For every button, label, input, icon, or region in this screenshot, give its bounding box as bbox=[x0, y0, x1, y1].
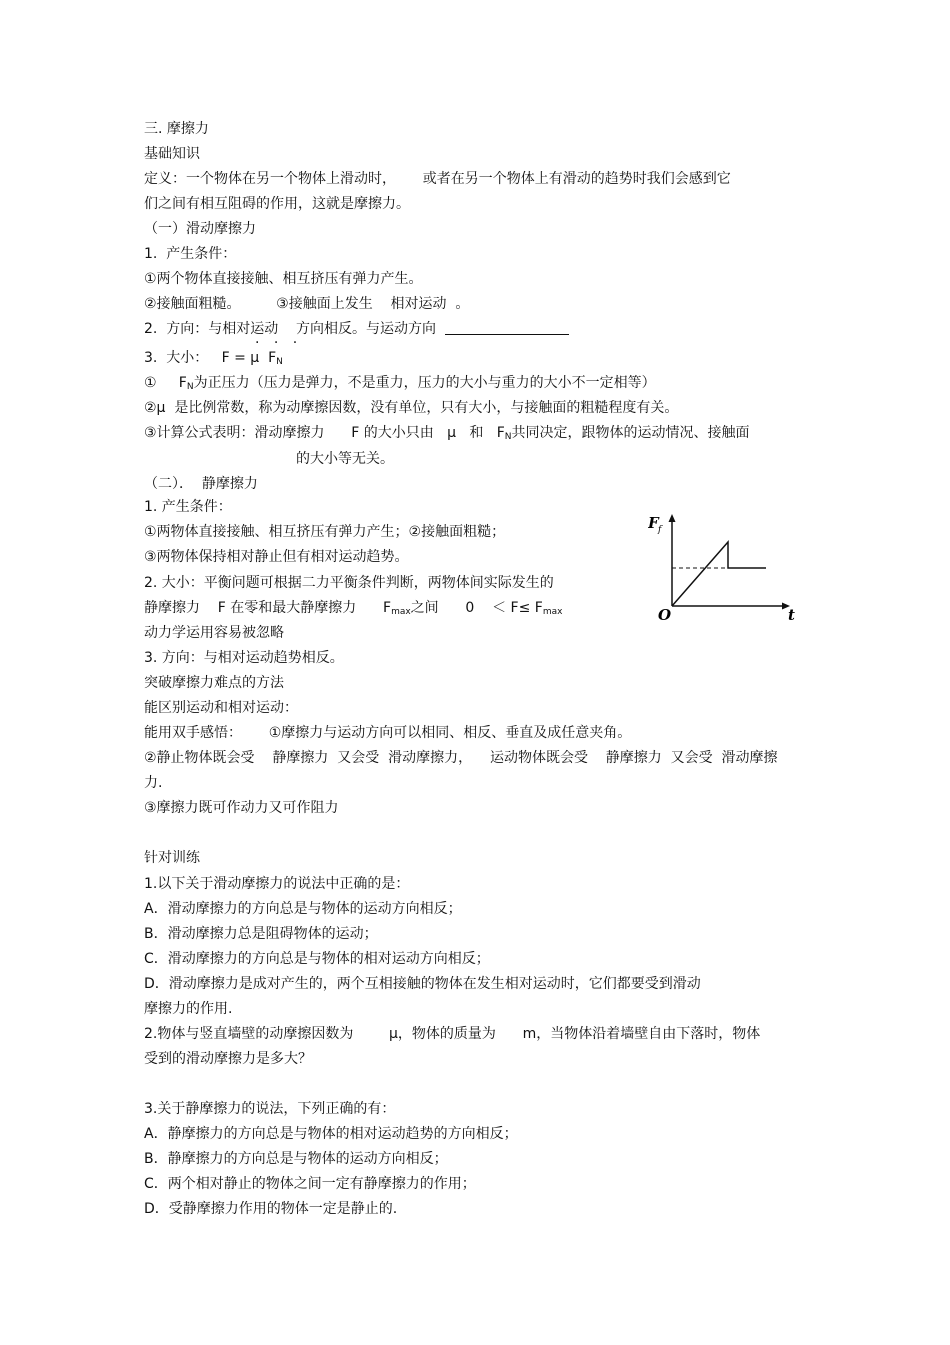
text-line: 动力学运用容易被忽略 bbox=[144, 625, 284, 641]
subsection-static: （二）． 静摩擦力 bbox=[144, 476, 258, 492]
text-segment: 静摩擦力 F 在零和最大静摩擦力 F bbox=[144, 600, 392, 616]
subsection-basics: 基础知识 bbox=[144, 146, 200, 162]
text-line: ③摩擦力既可作动力又可作阻力 bbox=[144, 800, 339, 816]
subsection-methods: 突破摩擦力难点的方法 bbox=[144, 675, 284, 691]
text-line: 能区别运动和相对运动： bbox=[144, 700, 298, 716]
option-b: B．静摩擦力的方向总是与物体的运动方向相反； bbox=[144, 1151, 448, 1167]
text-line: ③两物体保持相对静止但有相对运动趋势。 bbox=[144, 549, 409, 565]
text-line bbox=[144, 320, 569, 338]
text-segment: 3. 大小： F = μ F bbox=[144, 350, 277, 366]
formula-line bbox=[144, 349, 283, 371]
option-c: C．滑动摩擦力的方向总是与物体的相对运动方向相反； bbox=[144, 951, 490, 967]
text-line: 1. 产生条件： bbox=[144, 246, 237, 262]
friction-graph bbox=[648, 508, 808, 628]
friction-curve bbox=[672, 542, 766, 606]
subscript: max bbox=[391, 607, 411, 617]
question-2-cont: 受到的滑动摩擦力是多大？ bbox=[144, 1051, 312, 1067]
text-line: 2. 大小：平衡问题可根据二力平衡条件判断，两物体间实际发生的 bbox=[144, 575, 554, 591]
text-line: 的大小等无关。 bbox=[296, 451, 394, 467]
text-line: 1. 产生条件： bbox=[144, 499, 232, 515]
option-d: D．滑动摩擦力是成对产生的，两个互相接触的物体在发生相对运动时，它们都要受到滑动 bbox=[144, 976, 701, 992]
subscript: max bbox=[542, 607, 563, 617]
y-arrow-icon bbox=[669, 514, 676, 522]
text-segment: 为正压力（压力是弹力，不是重力，压力的大小与重力的大小不一定相等） bbox=[193, 375, 656, 391]
section-title: 三. 摩擦力 bbox=[144, 121, 209, 137]
origin-label: O bbox=[658, 606, 672, 624]
option-d: D．受静摩擦力作用的物体一定是静止的. bbox=[144, 1201, 398, 1217]
emphasis-dots: · · · bbox=[255, 335, 303, 351]
text-segment: 之间 0 ＜ F≤ F bbox=[410, 600, 543, 616]
subscript: N bbox=[186, 382, 194, 392]
text-line: ①两物体直接接触、相互挤压有弹力产生；②接触面粗糙； bbox=[144, 524, 506, 540]
y-axis-label: F bbox=[648, 514, 659, 532]
x-axis-label: t bbox=[788, 606, 795, 624]
text-segment: 2. 方向：与相对运动 方向相反。与运动方向 bbox=[144, 321, 437, 337]
option-d-cont: 摩擦力的作用. bbox=[144, 1001, 233, 1017]
section-practice: 针对训练 bbox=[144, 850, 200, 866]
y-axis-subscript: f bbox=[658, 525, 662, 535]
question-2: 2.物体与竖直墙壁的动摩擦因数为 μ，物体的质量为 m，当物体沿着墙壁自由下落时，物体 bbox=[144, 1026, 761, 1042]
text-line bbox=[144, 424, 750, 446]
option-b: B．滑动摩擦力总是阻碍物体的运动； bbox=[144, 926, 378, 942]
text-line: 能用双手感悟： ①摩擦力与运动方向可以相同、相反、垂直及成任意夹角。 bbox=[144, 725, 632, 741]
text-line: 定义：一个物体在另一个物体上滑动时， 或者在另一个物体上有滑动的趋势时我们会感到它 bbox=[144, 171, 731, 187]
question-1: 1.以下关于滑动摩擦力的说法中正确的是： bbox=[144, 876, 410, 892]
option-a: A．滑动摩擦力的方向总是与物体的运动方向相反； bbox=[144, 901, 462, 917]
text-line bbox=[144, 599, 562, 621]
subsection-sliding: （一）滑动摩擦力 bbox=[144, 221, 256, 237]
text-segment: ① F bbox=[144, 375, 187, 391]
text-line: 3. 方向：与相对运动趋势相反。 bbox=[144, 650, 344, 666]
option-a: A．静摩擦力的方向总是与物体的相对运动趋势的方向相反； bbox=[144, 1126, 518, 1142]
text-line: 们之间有相互阻碍的作用，这就是摩擦力。 bbox=[144, 196, 410, 212]
text-line bbox=[144, 374, 656, 396]
option-c: C．两个相对静止的物体之间一定有静摩擦力的作用； bbox=[144, 1176, 476, 1192]
subscript: N bbox=[504, 432, 512, 442]
text-line: ②接触面粗糙。 ③接触面上发生 相对运动 。 bbox=[144, 296, 470, 312]
answer-blank bbox=[445, 322, 569, 335]
text-line: ②静止物体既会受 静摩擦力 又会受 滑动摩擦力， 运动物体既会受 静摩擦力 又会受 滑动摩擦 bbox=[144, 750, 778, 766]
question-3: 3.关于静摩擦力的说法，下列正确的有： bbox=[144, 1101, 396, 1117]
subscript: N bbox=[276, 357, 283, 367]
text-segment: ③计算公式表明：滑动摩擦力 F 的大小只由 μ 和 F bbox=[144, 425, 505, 441]
text-line: ②μ 是比例常数，称为动摩擦因数，没有单位，只有大小，与接触面的粗糙程度有关。 bbox=[144, 400, 679, 416]
text-line: 力. bbox=[144, 775, 163, 791]
text-line: ①两个物体直接接触、相互挤压有弹力产生。 bbox=[144, 271, 423, 287]
text-segment: 共同决定，跟物体的运动情况、接触面 bbox=[511, 425, 750, 441]
